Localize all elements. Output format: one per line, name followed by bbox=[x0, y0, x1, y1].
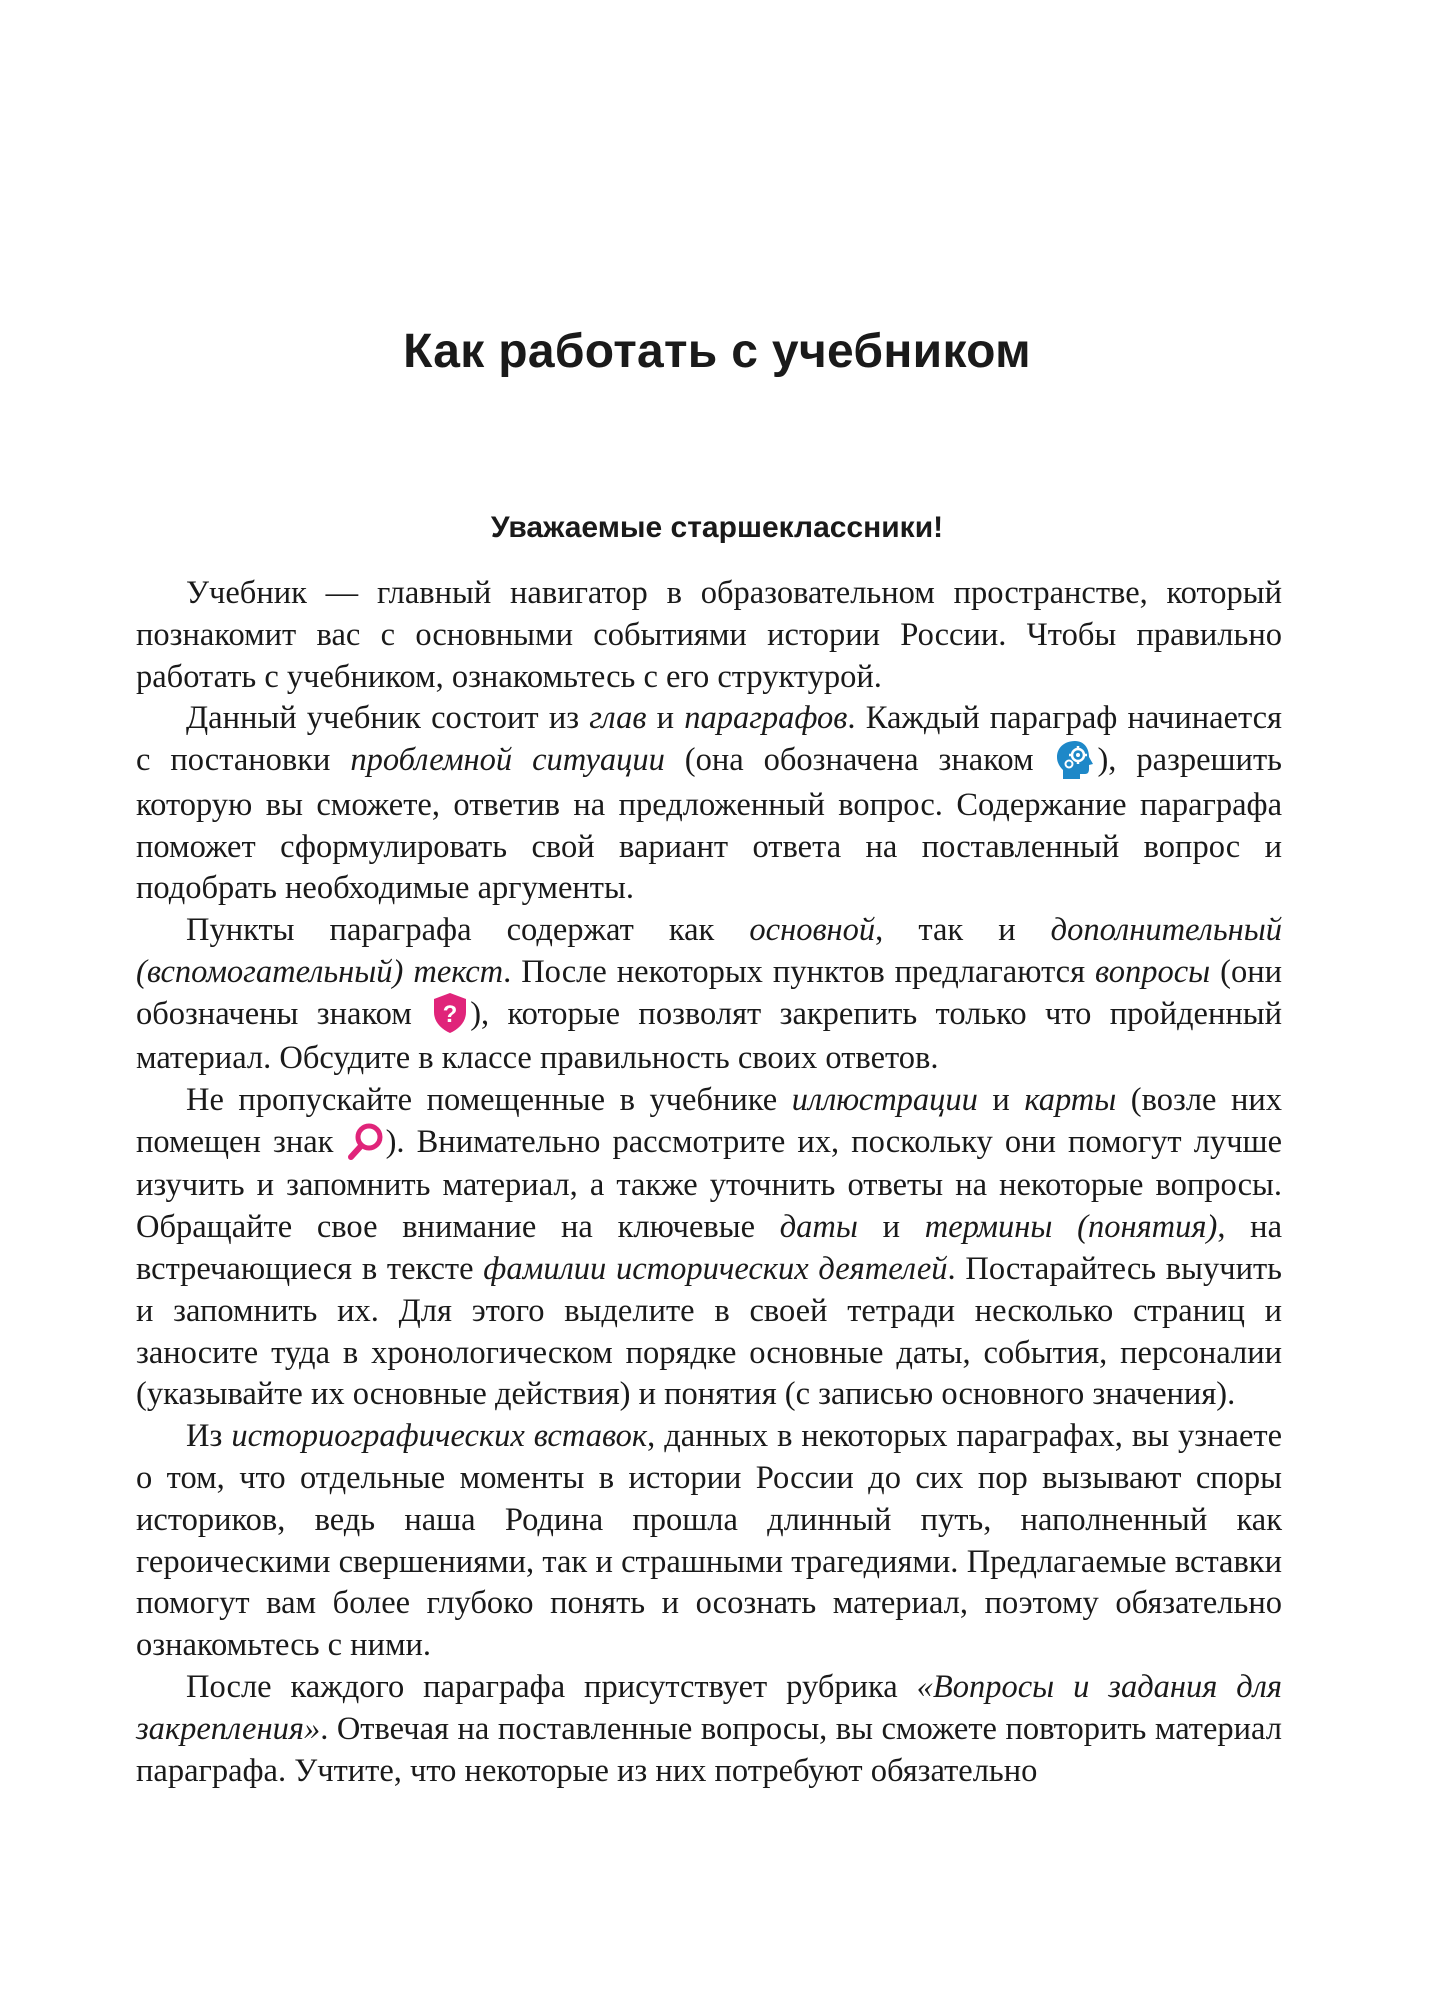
paragraph-intro bbox=[136, 573, 1282, 698]
text-run: ), которые позволят закрепить только что пройденный материал. Обсудите в классе правильность своих ответов. bbox=[136, 995, 1282, 1077]
text-run: , на встречающиеся в тексте bbox=[136, 1209, 1282, 1287]
text-run: (она обозначена знаком bbox=[664, 742, 1054, 779]
paragraph-text: Учебник — главный навигатор в образовательном пространстве, который познакомит вас с основными событиями истории России. Чтобы правильно работать с учебником, ознакомьтесь с его структурой. bbox=[136, 575, 1282, 695]
shield-question-icon bbox=[430, 991, 470, 1035]
term-review-section: «Вопросы и задания для закрепления» bbox=[136, 1668, 1282, 1747]
text-run: и bbox=[646, 700, 685, 737]
text-run: Из bbox=[186, 1418, 232, 1455]
term-maps: карты bbox=[1024, 1082, 1117, 1119]
term-problem-situation: проблемной ситуации bbox=[350, 742, 665, 779]
text-run: ), разрешить которую вы сможете, ответив на предложенный вопрос. Содержание параграфа поможет сформулировать свой вариант ответа на поставленный вопрос и подобрать необходимые аргументы. bbox=[136, 742, 1282, 907]
paragraph-historiography bbox=[136, 1416, 1282, 1667]
text-run: . Каждый параграф начинается с постановки bbox=[136, 700, 1282, 779]
text-run: (возле них помещен знак bbox=[136, 1082, 1282, 1160]
text-run: , данных в некоторых параграфах, вы узнаете о том, что отдельные моменты в истории России до сих пор вызывают споры историков, ведь наша Родина прошла длинный путь, наполненный как героическими свершениями, так и страшными трагедиями. Предлагаемые вставки помогут вам более глубоко понять и осознать материал, поэтому обязательно ознакомьтесь с ними. bbox=[136, 1418, 1283, 1664]
text-run: Не пропускайте помещенные в учебнике bbox=[186, 1082, 792, 1119]
term-additional-text: дополнительный (вспомогательный) текст bbox=[136, 912, 1282, 990]
term-main-text: основной bbox=[749, 912, 876, 949]
body-text bbox=[136, 573, 1282, 1792]
paragraph-review bbox=[136, 1667, 1282, 1792]
text-run: Данный учебник состоит из bbox=[186, 700, 590, 737]
svg-text:?: ? bbox=[442, 1001, 458, 1029]
text-run: ). Внимательно рассмотрите их, поскольку они помогут лучше изучить и запомнить материал, а также уточнить ответы на некоторые вопросы. Обращайте свое внимание на ключевые bbox=[136, 1123, 1282, 1246]
page-title: Как работать с учебником bbox=[403, 325, 1031, 378]
term-questions: вопросы bbox=[1095, 953, 1211, 990]
text-run: . Отвечая на поставленные вопросы, вы сможете повторить материал параграфа. Учтите, что некоторые из них потребуют обязательно bbox=[136, 1710, 1282, 1789]
term-dates: даты bbox=[779, 1209, 858, 1246]
text-run: , так и bbox=[875, 912, 1051, 949]
term-chapters: глав bbox=[589, 700, 647, 737]
magnifier-icon bbox=[346, 1120, 386, 1162]
text-run: и bbox=[857, 1209, 925, 1246]
term-illustrations: иллюстрации bbox=[791, 1082, 978, 1119]
text-run: и bbox=[977, 1082, 1025, 1119]
paragraph-structure bbox=[136, 698, 1282, 910]
section-heading: Уважаемые старшеклассники! bbox=[490, 511, 944, 544]
paragraph-illustrations bbox=[136, 1080, 1282, 1416]
term-historiographic-inserts: историографических вставок bbox=[231, 1418, 648, 1455]
paragraph-text-types bbox=[136, 910, 1282, 1080]
text-run: Пункты параграфа содержат как bbox=[186, 912, 750, 949]
text-run: (они обозначены знаком bbox=[136, 953, 1283, 1032]
text-run: . После некоторых пунктов предлагаются bbox=[503, 953, 1096, 990]
text-run: После каждого параграфа присутствует рубрика bbox=[186, 1668, 917, 1705]
text-run: . Постарайтесь выучить и запомнить их. Для этого выделите в своей тетради несколько страниц и заносите туда в хронологическом порядке основные даты, события, персоналии (указывайте их основные действия) и понятия (с записью основного значения). bbox=[136, 1251, 1282, 1413]
head-gears-icon bbox=[1053, 738, 1097, 782]
term-terms: термины (понятия) bbox=[924, 1209, 1218, 1246]
term-paragraphs: параграфов bbox=[684, 700, 848, 737]
term-historical-figures: фамилии исторических деятелей bbox=[483, 1251, 948, 1287]
